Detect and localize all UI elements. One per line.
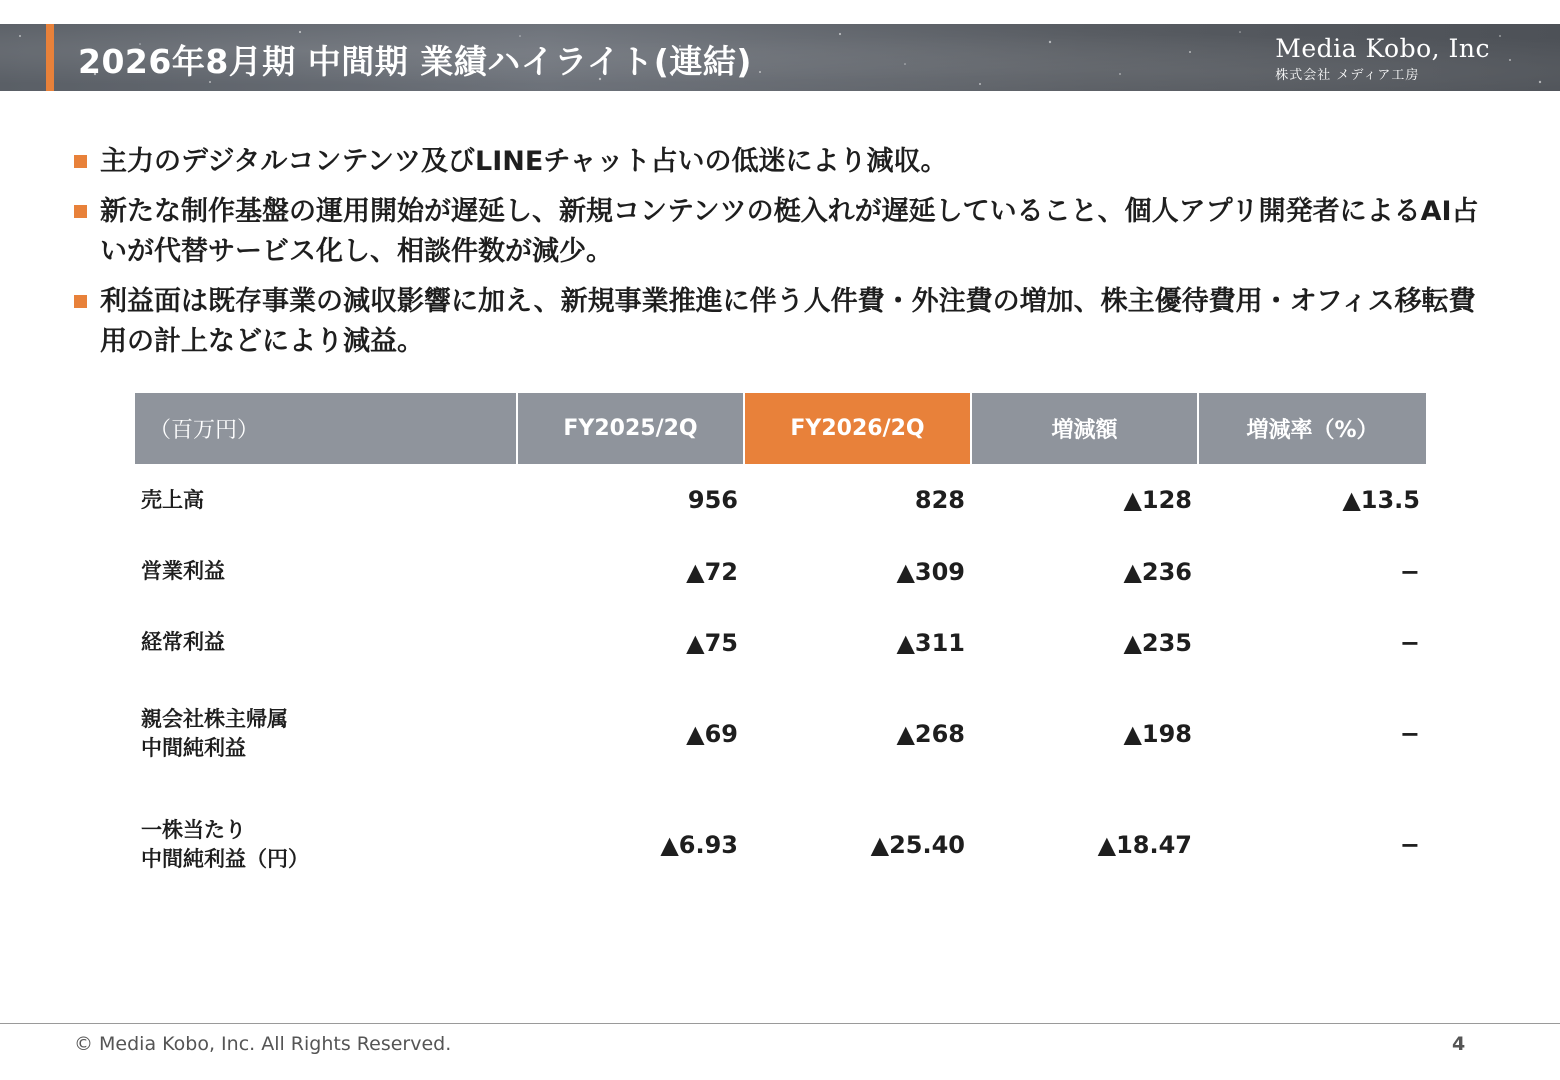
page-number: 4 <box>1452 1033 1466 1055</box>
table-cell: ▲75 <box>686 628 738 657</box>
row-label: 親会社株主帰属 中間純利益 <box>141 706 288 760</box>
bullet-text: 利益面は既存事業の減収影響に加え、新規事業推進に伴う人件費・外注費の増加、株主優待費用・オフィス移転費用の計上などにより減益。 <box>100 286 1476 357</box>
table-cell: − <box>1399 830 1420 859</box>
square-bullet-icon <box>74 155 87 168</box>
table-cell: ▲6.93 <box>660 830 738 859</box>
brand-name: Media Kobo, Inc <box>1275 34 1490 63</box>
table-cell: ▲309 <box>896 557 965 586</box>
bullet-item <box>74 192 1494 272</box>
table-cell: ▲198 <box>1123 719 1192 748</box>
table-row <box>135 607 1426 678</box>
row-label: 売上高 <box>141 487 204 512</box>
bullet-text: 新たな制作基盤の運用開始が遅延し、新規コンテンツの梃入れが遅延していること、個人アプリ開発者によるAI占いが代替サービス化し、相談件数が減少。 <box>100 196 1479 267</box>
performance-table <box>135 393 1426 900</box>
bullet-item <box>74 142 1494 182</box>
table-cell: ▲72 <box>686 557 738 586</box>
table-cell: ▲13.5 <box>1342 486 1420 514</box>
footer-divider <box>0 1023 1560 1024</box>
table-cell: ▲25.40 <box>870 830 965 859</box>
table-cell: 828 <box>914 486 965 514</box>
table-cell: ▲69 <box>686 719 738 748</box>
column-header-fy2026: FY2026/2Q <box>744 393 971 464</box>
table-cell: − <box>1399 628 1420 657</box>
bullet-item <box>74 282 1494 362</box>
table-cell: − <box>1399 557 1420 586</box>
summary-bullets <box>74 142 1494 372</box>
table-cell: 956 <box>687 486 738 514</box>
table-cell: ▲268 <box>896 719 965 748</box>
title-banner <box>0 24 1560 91</box>
column-header-change-amount: 増減額 <box>971 393 1198 464</box>
unit-header: （百万円） <box>135 393 517 464</box>
table-cell: ▲235 <box>1123 628 1192 657</box>
title-accent-bar <box>46 24 54 91</box>
table-cell: ▲236 <box>1123 557 1192 586</box>
table-row <box>135 464 1426 536</box>
column-header-fy2025: FY2025/2Q <box>517 393 744 464</box>
row-label: 一株当たり 中間純利益（円） <box>141 817 309 871</box>
row-label: 営業利益 <box>141 559 225 583</box>
table-cell: ▲18.47 <box>1097 830 1192 859</box>
page-title: 2026年8月期 中間期 業績ハイライト(連結) <box>78 42 752 81</box>
bullet-text: 主力のデジタルコンテンツ及びLINEチャット占いの低迷により減収。 <box>100 146 948 177</box>
table-row <box>135 678 1426 789</box>
square-bullet-icon <box>74 295 87 308</box>
copyright-text: © Media Kobo, Inc. All Rights Reserved. <box>74 1033 452 1055</box>
table-cell: ▲311 <box>896 628 965 657</box>
company-logo <box>1275 34 1490 83</box>
table-cell: ▲128 <box>1123 486 1192 514</box>
column-header-change-rate: 増減率（%） <box>1198 393 1426 464</box>
table-header-row <box>135 393 1426 464</box>
row-label: 経常利益 <box>141 630 225 654</box>
table-row <box>135 789 1426 900</box>
table-cell: − <box>1399 719 1420 748</box>
square-bullet-icon <box>74 205 87 218</box>
brand-subtitle: 株式会社 メディア工房 <box>1275 68 1420 83</box>
table-row <box>135 536 1426 607</box>
